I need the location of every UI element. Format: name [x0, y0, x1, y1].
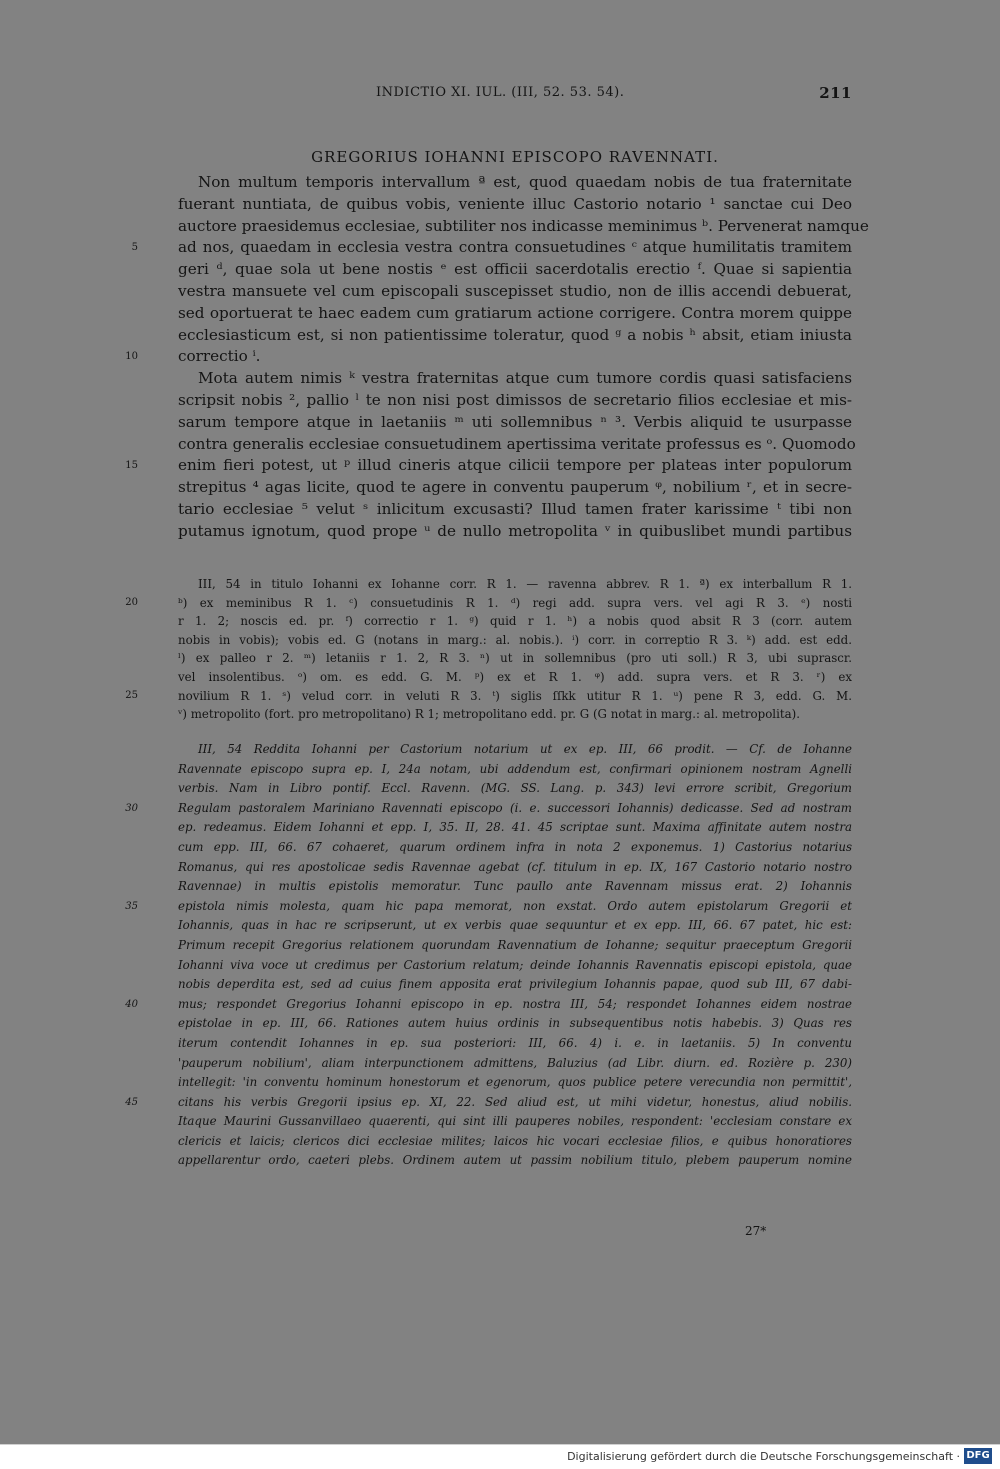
line-text: sarum tempore atque in laetaniis ᵐ uti sollemnibus ⁿ ³. Verbis aliquid te usurpasse — [178, 412, 852, 431]
page-number: 211 — [819, 84, 852, 102]
letter-title: GREGORIUS IOHANNI EPISCOPO RAVENNATI. — [311, 148, 719, 166]
line-text: auctore praesidemus ecclesiae, subtiliter nos indicasse meminimus ᵇ. Pervenerat namque — [178, 216, 869, 235]
line-text: Ravennae) in multis epistolis memoratur. Tunc paullo ante Ravennam missus erat. 2) Iohannis — [178, 879, 852, 894]
footer-bar — [0, 1444, 1000, 1469]
text-line — [150, 259, 852, 281]
text-line — [150, 194, 852, 216]
dfg-logo[interactable]: DFG — [964, 1448, 992, 1464]
text-line — [131, 237, 852, 259]
text-line — [125, 1093, 852, 1113]
line-text: Primum recepit Gregorius relationem quorundam Ravennatium de Iohanne; sequitur praeceptum Gregorii — [178, 937, 852, 952]
text-line — [150, 521, 852, 543]
line-number: 10 — [125, 351, 138, 363]
line-text: Itaque Maurini Gussanvillaeo quaerenti, qui sint illi pauperes nobiles, respondent: 'ecclesiam constare ex — [178, 1114, 852, 1129]
commentary-notes — [125, 740, 852, 1171]
line-text: ˡ) ex palleo r 2. ᵐ) letaniis r 1. 2, R 3. ⁿ) ut in sollemnibus (pro uti soll.) R 3, ubi suprascr. — [178, 651, 852, 666]
line-text: Romanus, qui res apostolicae sedis Ravennae agebat (cf. titulum in ep. IX, 167 Castorio notario nostro — [178, 859, 852, 874]
text-line — [150, 434, 856, 456]
text-line — [150, 956, 852, 976]
line-text: Regulam pastoralem Mariniano Ravennati episcopo (i. e. successori Iohannis) dedicasse. Sed ad nostram — [178, 800, 852, 815]
line-text: contra generalis ecclesiae consuetudinem apertissima veritate professus es ᵒ. Quomodo — [178, 434, 856, 453]
text-line — [150, 1073, 852, 1093]
text-line — [150, 705, 852, 724]
line-text: strepitus ⁴ agas licite, quod te agere in conventu pauperum ᵠ, nobilium ʳ, et in secre- — [178, 478, 852, 497]
line-text: III, 54 in titulo Iohanni ex Iohanne corr. R 1. — ravenna abbrev. R 1. ª) ex interballum R 1. — [198, 577, 852, 591]
line-text: verbis. Nam in Libro pontif. Eccl. Ravenn. (MG. SS. Lang. p. 343) levi errore scribit, Gregorium — [178, 781, 852, 796]
text-line — [150, 1054, 852, 1074]
text-line — [125, 897, 852, 917]
line-text: appellarentur ordo, caeteri plebs. Ordinem autem ut passim nobilium titulo, plebem pauperum nomine — [178, 1153, 852, 1168]
line-text: ᵛ) metropolito (fort. pro metropolitano) R 1; metropolitano edd. pr. G (G notat in marg.: al. metropolita). — [178, 707, 800, 722]
text-line — [150, 281, 852, 303]
text-line — [150, 303, 852, 325]
line-text: Ravennate episcopo supra ep. I, 24a notam, ubi addendum est, confirmari opinionem nostram Agnelli — [178, 761, 852, 776]
text-line — [150, 1112, 852, 1132]
text-line — [150, 649, 852, 668]
line-text: clericis et laicis; clericos dici ecclesiae milites; laicos hic vocari ecclesiae filios, e quibus honoratiores — [178, 1133, 852, 1148]
line-text: sed oportuerat te haec eadem cum gratiarum actione corrigere. Contra morem quippe — [178, 303, 852, 322]
text-line — [150, 975, 852, 995]
line-text: fuerant nuntiata, de quibus vobis, veniente illuc Castorio notario ¹ sanctae cui Deo — [178, 194, 852, 213]
line-text: correctio ⁱ. — [178, 347, 261, 366]
text-line — [150, 818, 852, 838]
line-number: 35 — [125, 900, 138, 912]
line-text: III, 54 Reddita Iohanni per Castorium notarium ut ex ep. III, 66 prodit. — Cf. de Iohanne — [198, 742, 852, 756]
line-text: epistolae in ep. III, 66. Rationes autem huius ordinis in subsequentibus notis habebis. 3) Quas res — [178, 1016, 852, 1031]
line-text: ᵇ) ex meminibus R 1. ᶜ) consuetudinis R 1. ᵈ) regi add. supra vers. vel agi R 3. ᵉ) nosti — [178, 595, 852, 610]
line-number: 45 — [125, 1096, 138, 1108]
line-text: nobis deperdita est, sed ad cuius finem apposita erat privilegium Iohannis papae, quod sub III, 67 dabi- — [178, 977, 852, 992]
line-text: ep. redeamus. Eidem Iohanni et epp. I, 35. II, 28. 41. 45 scriptae sunt. Maxima affinitate autem nostra — [178, 820, 852, 835]
text-line — [150, 838, 852, 858]
text-line — [150, 172, 852, 194]
line-text: novilium R 1. ˢ) velud corr. in veluti R 3. ᵗ) siglis ſſkk utitur R 1. ᵘ) pene R 3, edd. G. M. — [178, 688, 852, 703]
line-number: 40 — [125, 998, 138, 1010]
text-line — [125, 346, 852, 368]
line-text: Iohanni viva voce ut credimus per Castorium relatum; deinde Iohannis Ravennatis episcopi epistola, quae — [178, 957, 852, 972]
running-head-title: INDICTIO XI. IUL. (III, 52. 53. 54). — [376, 85, 625, 100]
line-number: 20 — [125, 596, 138, 608]
line-number: 5 — [131, 242, 138, 254]
text-line — [150, 1151, 852, 1171]
line-number: 15 — [125, 460, 138, 472]
text-line — [150, 575, 852, 594]
line-text: mus; respondet Gregorius Iohanni episcopo in ep. nostra III, 54; respondet Iohannes eidem nostrae — [178, 996, 852, 1011]
text-line — [150, 216, 869, 238]
critical-apparatus — [125, 575, 852, 724]
line-text: epistola nimis molesta, quam hic papa memorat, non exstat. Ordo autem epistolarum Gregorii et — [178, 898, 852, 913]
main-text — [125, 172, 869, 543]
line-text: enim fieri potest, ut ᵖ illud cineris atque cilicii tempore per plateas inter populorum — [178, 456, 852, 475]
text-line — [125, 995, 852, 1015]
text-line — [150, 631, 852, 650]
text-line — [150, 760, 852, 780]
line-text: Non multum temporis intervallum ª est, quod quaedam nobis de tua fraternitate — [198, 173, 852, 191]
text-line — [125, 594, 852, 613]
text-line — [125, 799, 852, 819]
text-line — [150, 390, 852, 412]
text-line — [150, 740, 852, 760]
line-text: ecclesiasticum est, si non patientissime toleratur, quod ᵍ a nobis ʰ absit, etiam iniusta — [178, 325, 852, 344]
text-line — [150, 779, 852, 799]
text-line — [150, 1014, 852, 1034]
text-line — [150, 877, 852, 897]
line-text: iterum contendit Iohannes in ep. sua posteriori: III, 66. 4) i. e. in laetaniis. 5) In conventu — [178, 1035, 852, 1050]
line-text: intellegit: 'in conventu hominum honestorum et egenorum, quos publice petere verecundia non permittit', — [178, 1075, 852, 1090]
line-text: putamus ignotum, quod prope ᵘ de nullo metropolita ᵛ in quibuslibet mundi partibus — [178, 521, 852, 540]
text-line — [150, 1132, 852, 1152]
text-line — [150, 412, 852, 434]
line-text: cum epp. III, 66. 67 cohaeret, quarum ordinem infra in nota 2 exponemus. 1) Castorius notarius — [178, 839, 852, 854]
text-line — [125, 687, 852, 706]
text-line — [150, 325, 852, 347]
text-line — [150, 612, 852, 631]
text-line — [125, 455, 852, 477]
line-text: ad nos, quaedam in ecclesia vestra contra consuetudines ᶜ atque humilitatis tramitem — [178, 238, 852, 257]
line-text: vel insolentibus. ᵒ) om. es edd. G. M. ᵖ) ex et R 1. ᵠ) add. supra vers. et R 3. ʳ) ex — [178, 669, 852, 684]
line-text: scripsit nobis ², pallio ˡ te non nisi post dimissos de secretario filios ecclesiae et mis- — [178, 390, 852, 409]
text-line — [150, 368, 852, 390]
text-line — [150, 1034, 852, 1054]
line-number: 30 — [125, 802, 138, 814]
text-line — [150, 668, 852, 687]
line-text: vestra mansuete vel cum episcopali suscepisset studio, non de illis accendi debuerat, — [178, 281, 852, 300]
text-line — [150, 936, 852, 956]
line-text: 'pauperum nobilium', aliam interpunctionem admittens, Baluzius (ad Libr. diurn. ed. Rozière p. 230) — [178, 1055, 852, 1070]
text-line — [150, 477, 852, 499]
signature-mark: 27* — [745, 1224, 767, 1238]
line-number: 25 — [125, 689, 138, 701]
footer-credit: Digitalisierung gefördert durch die Deutsche Forschungsgemeinschaft · — [567, 1450, 960, 1463]
line-text: Mota autem nimis ᵏ vestra fraternitas atque cum tumore cordis quasi satisfaciens — [198, 369, 852, 388]
line-text: Iohannis, quas in hac re scripserunt, ut ex verbis quae sequuntur et ex epp. III, 66. 67 patet, hic est: — [178, 918, 852, 933]
line-text: geri ᵈ, quae sola ut bene nostis ᵉ est officii sacerdotalis erectio ᶠ. Quae si sapientia — [178, 260, 852, 279]
text-line — [150, 916, 852, 936]
line-text: nobis in vobis); vobis ed. G (notans in marg.: al. nobis.). ⁱ) corr. in correptio R 3. ᵏ) add. est edd. — [178, 632, 852, 647]
line-text: citans his verbis Gregorii ipsius ep. XI, 22. Sed aliud est, ut mihi videtur, honestus, aliud nobilis. — [178, 1094, 852, 1109]
line-text: tario ecclesiae ⁵ velut ˢ inlicitum excusasti? Illud tamen frater karissime ᵗ tibi non — [178, 499, 852, 518]
text-line — [150, 858, 852, 878]
text-line — [150, 499, 852, 521]
line-text: r 1. 2; noscis ed. pr. ᶠ) correctio r 1. ᵍ) quid r 1. ʰ) a nobis quod absit R 3 (corr. autem — [178, 614, 852, 629]
